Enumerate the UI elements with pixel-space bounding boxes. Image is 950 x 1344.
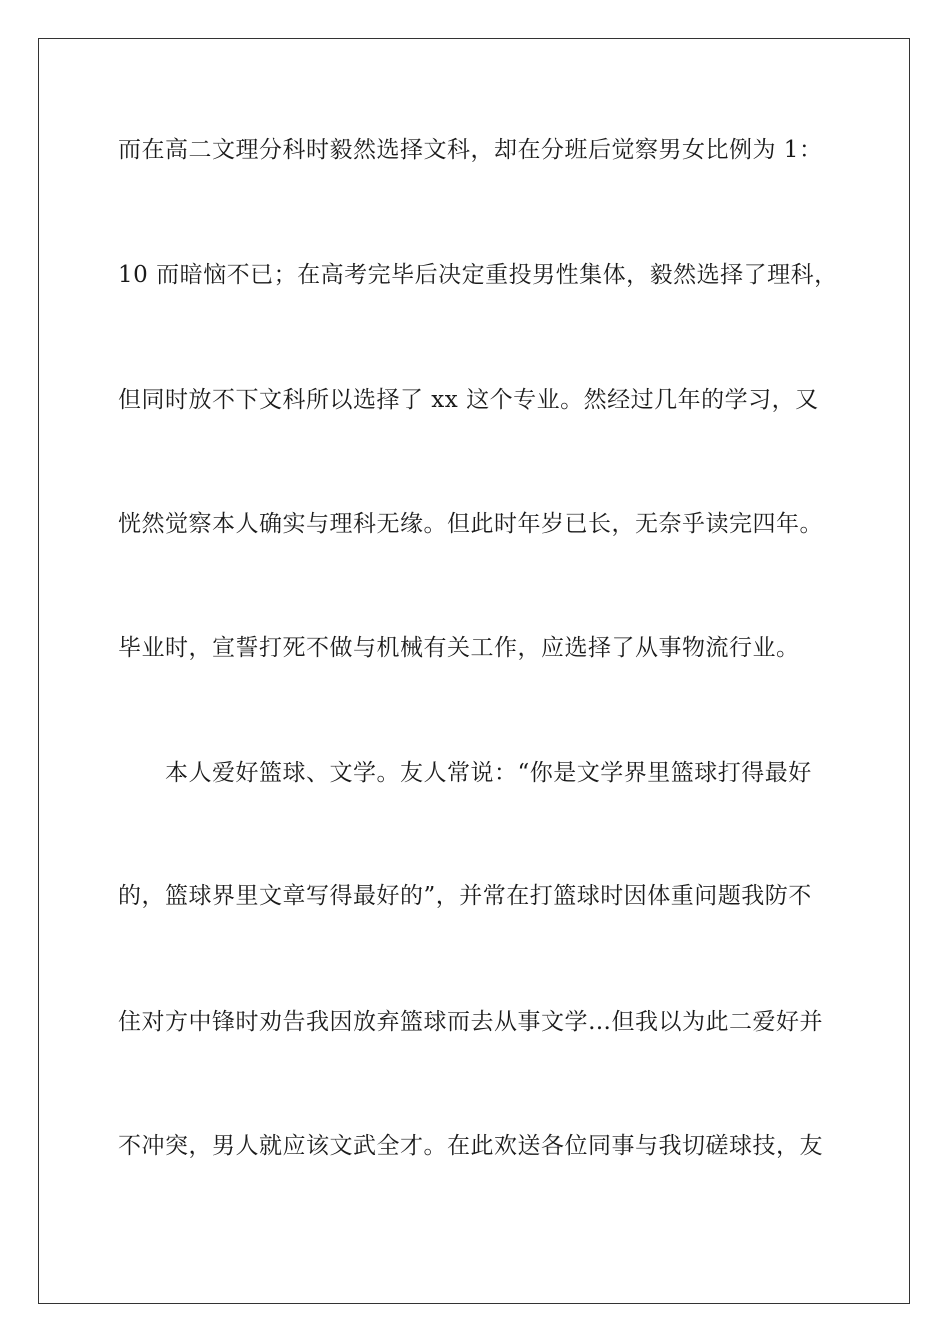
text-line: 不冲突，男人就应该文武全才。在此欢送各位同事与我切磋球技，友 xyxy=(118,1133,823,1159)
text-line: 但同时放不下文科所以选择了 xx 这个专业。然经过几年的学习，又 xyxy=(118,387,819,413)
text-line: 本人爱好篮球、文学。友人常说：“你是文学界里篮球打得最好 xyxy=(118,760,812,786)
text-line: 的，篮球界里文章写得最好的”，并常在打篮球时因体重问题我防不 xyxy=(118,883,812,909)
text-line: 而在高二文理分科时毅然选择文科，却在分班后觉察男女比例为 1： xyxy=(118,137,823,163)
text-line: 毕业时，宣誓打死不做与机械有关工作，应选择了从事物流行业。 xyxy=(118,635,800,661)
text-line: 恍然觉察本人确实与理科无缘。但此时年岁已长，无奈乎读完四年。 xyxy=(118,511,823,537)
page-border xyxy=(38,38,910,1304)
text-line: 10 而暗恼不已；在高考完毕后决定重投男性集体，毅然选择了理科， xyxy=(118,262,838,288)
text-line: 住对方中锋时劝告我因放弃篮球而去从事文学…但我以为此二爱好并 xyxy=(118,1009,823,1035)
